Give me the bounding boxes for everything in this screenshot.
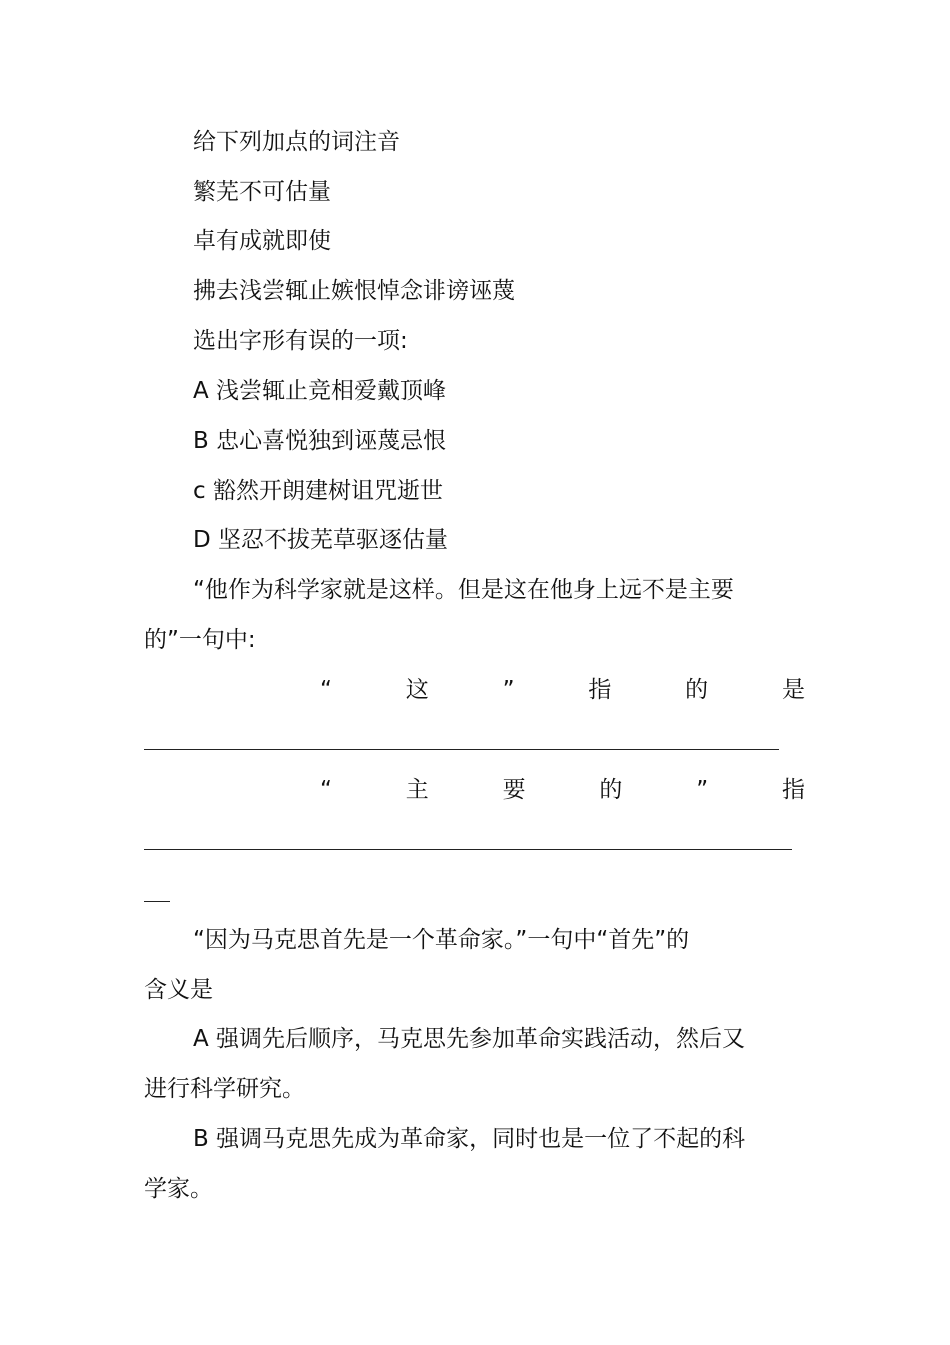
- answer-blank-line-1: [144, 749, 779, 750]
- q3-blank-1-prompt: [320, 675, 805, 705]
- prompt-word: 的: [685, 677, 709, 703]
- q2-option-b: B 忠心喜悦独到诬蔑忌恨: [193, 428, 447, 454]
- q4-quote-line-2: 含义是: [144, 977, 213, 1003]
- answer-blank-line-2: [144, 849, 792, 850]
- prompt-word: 指: [588, 677, 612, 703]
- prompt-word: 这: [405, 677, 429, 703]
- q3-quote-line-2: 的”一句中:: [144, 627, 256, 653]
- prompt-word: ”: [502, 677, 515, 703]
- q4-quote-line-1: “因为马克思首先是一个革命家。”一句中“首先”的: [193, 927, 690, 953]
- q4-option-a-line-1: A 强调先后顺序，马克思先参加革命实践活动，然后又: [193, 1026, 746, 1052]
- q1-line-3: 拂去浅尝辄止嫉恨悼念诽谤诬蔑: [193, 278, 515, 304]
- prompt-word: 的: [599, 777, 623, 803]
- q1-line-1: 繁芜不可估量: [193, 179, 331, 205]
- q1-heading: 给下列加点的词注音: [193, 129, 400, 155]
- q2-option-c: c 豁然开朗建树诅咒逝世: [193, 478, 443, 504]
- q3-blank-2-prompt: [320, 775, 805, 805]
- q2-option-d: D 坚忍不拔芜草驱逐估量: [193, 527, 449, 553]
- q2-option-a: A 浅尝辄止竞相爱戴顶峰: [193, 378, 447, 404]
- prompt-word: 主: [405, 777, 429, 803]
- q2-heading: 选出字形有误的一项:: [193, 328, 408, 354]
- q3-quote-line-1: “他作为科学家就是这样。但是这在他身上远不是主要: [193, 577, 734, 603]
- q4-option-b-line-2: 学家。: [144, 1176, 213, 1202]
- q1-line-2: 卓有成就即使: [193, 228, 331, 254]
- prompt-word: 要: [502, 777, 526, 803]
- q4-option-b-line-1: B 强调马克思先成为革命家，同时也是一位了不起的科: [193, 1126, 746, 1152]
- prompt-word: ”: [696, 777, 709, 803]
- prompt-word: 是: [781, 677, 805, 703]
- prompt-word: 指: [781, 777, 805, 803]
- answer-blank-line-3: [144, 901, 170, 902]
- prompt-word: “: [320, 777, 332, 803]
- prompt-word: “: [320, 677, 332, 703]
- q4-option-a-line-2: 进行科学研究。: [144, 1076, 305, 1102]
